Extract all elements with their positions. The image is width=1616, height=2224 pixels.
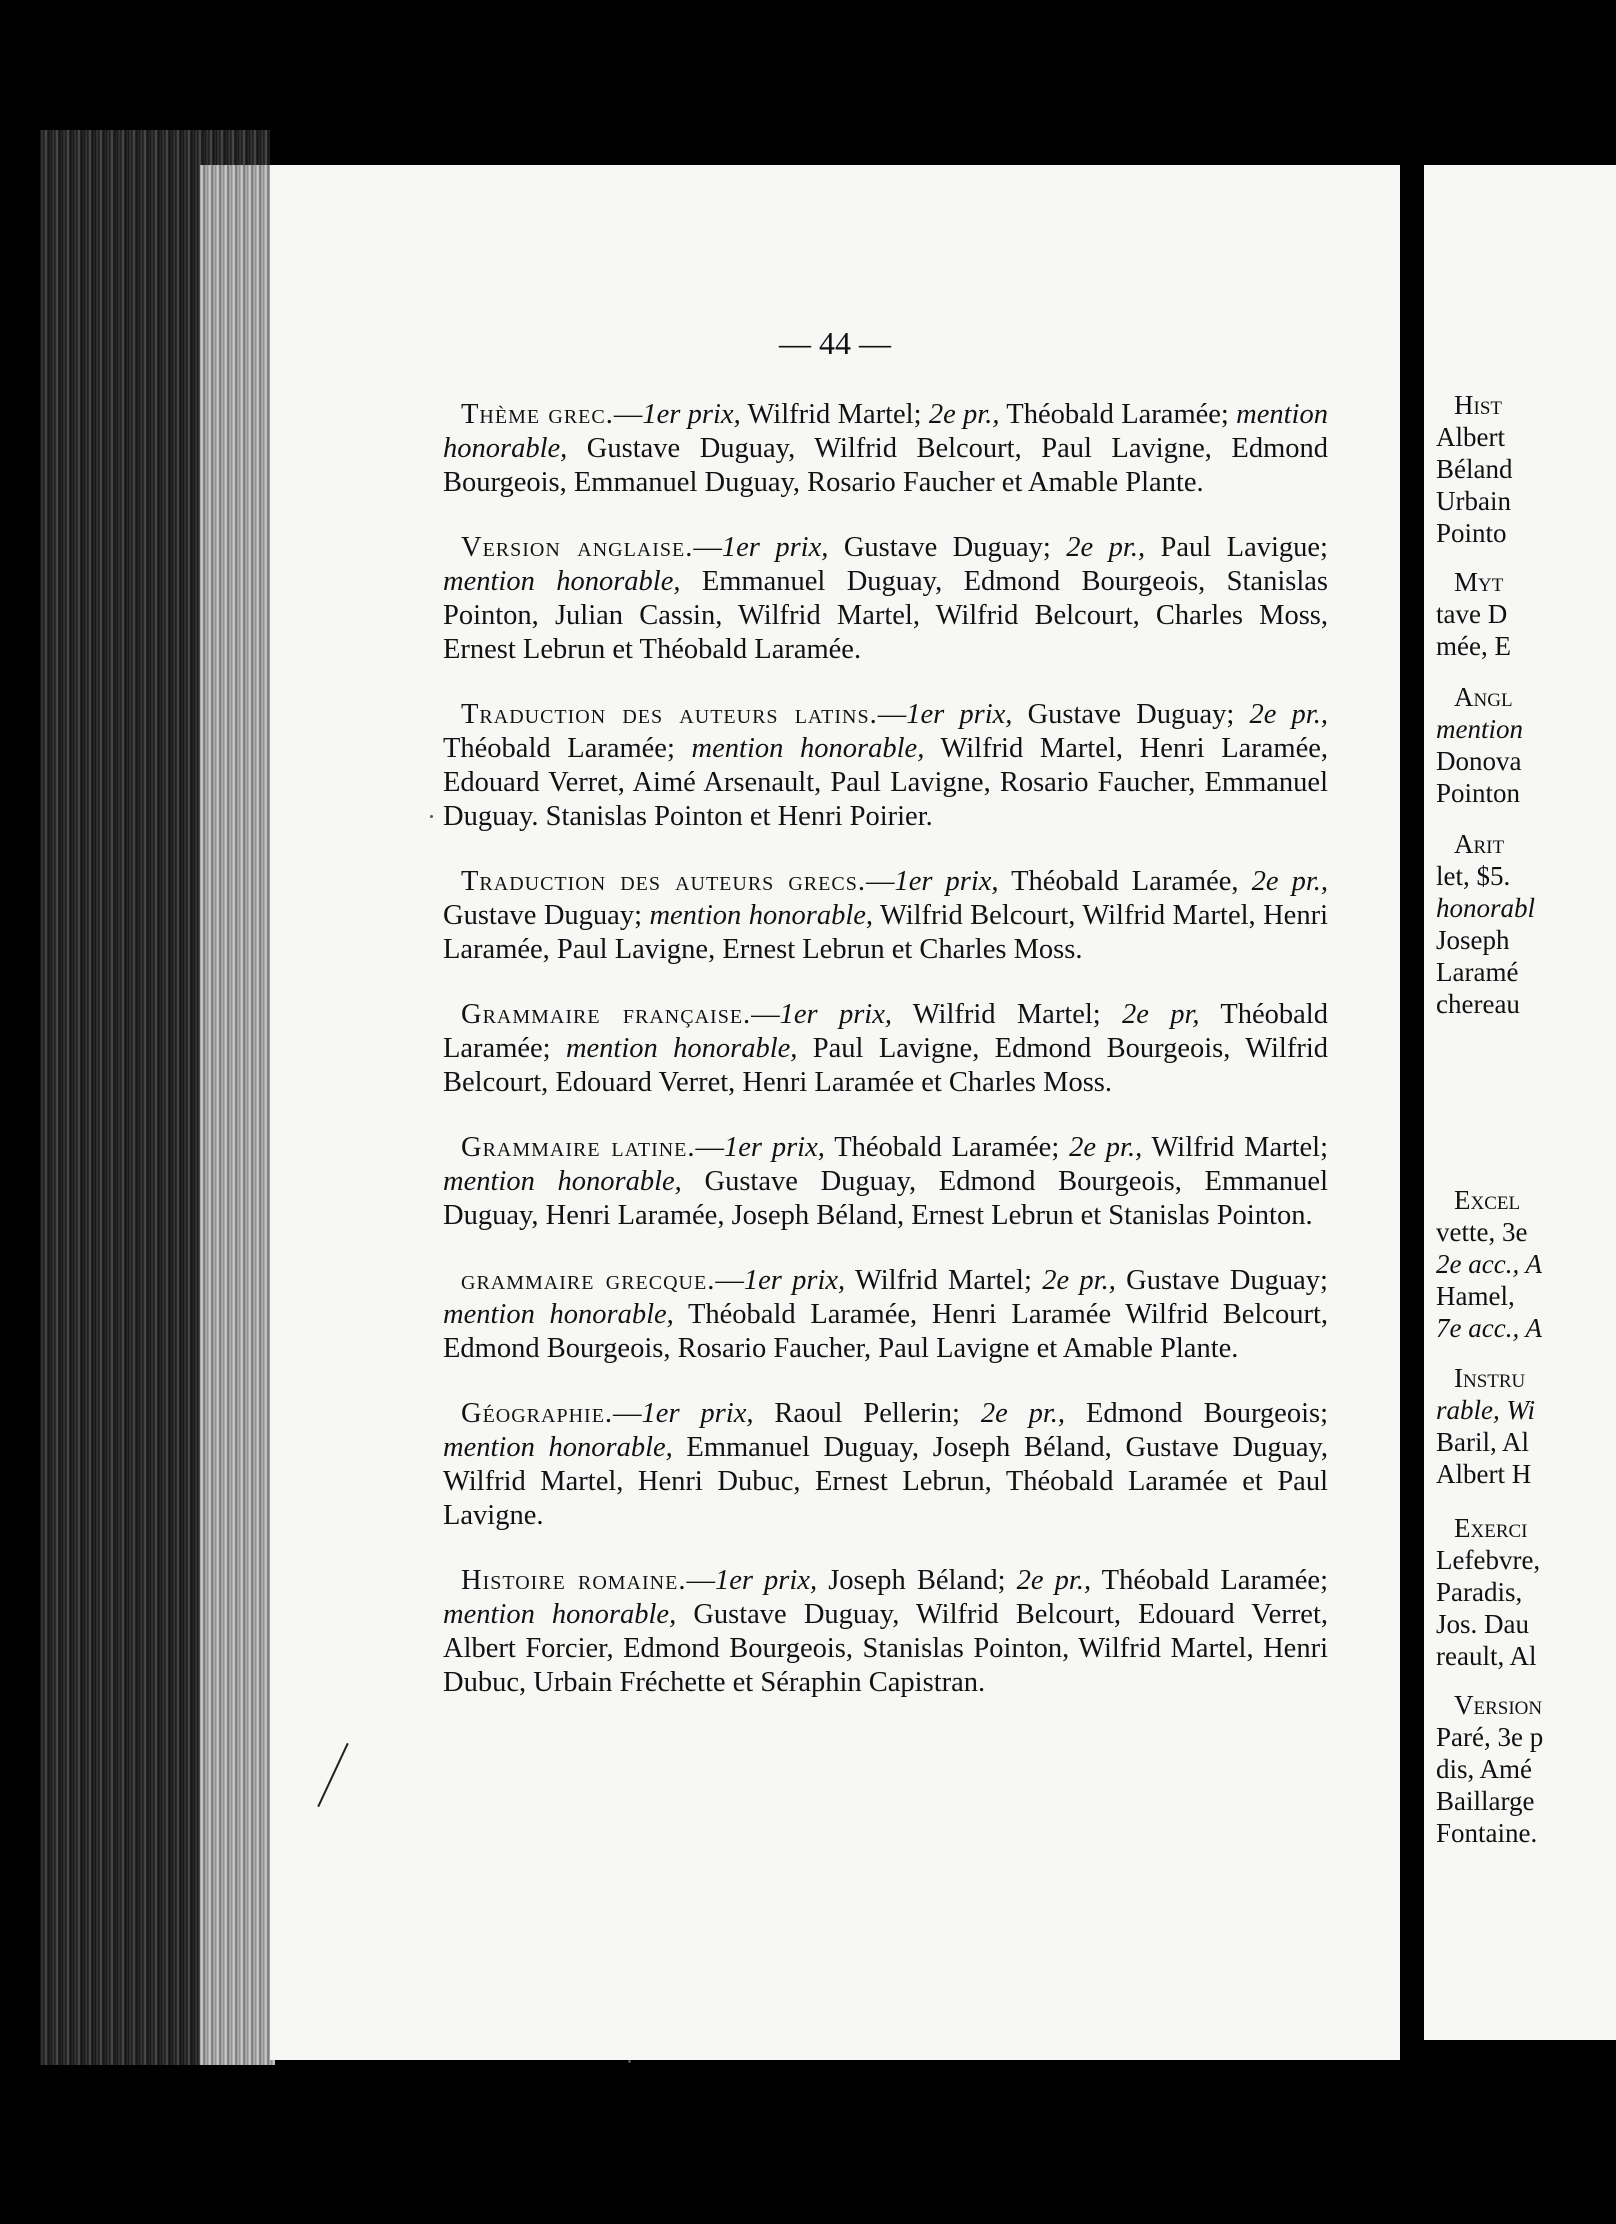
first-prize-winner: Joseph Béland;: [817, 1565, 1017, 1596]
right-page-fragment: Hist: [1454, 390, 1502, 420]
prize-entry: [443, 531, 1328, 667]
second-prize-winner: Théobald Laramée;: [443, 999, 1328, 1064]
mention-label: mention honorable,: [443, 1166, 682, 1197]
dash: —: [715, 1265, 744, 1296]
right-page-fragment: reault, Al: [1436, 1641, 1537, 1671]
right-page-fragment: Excel: [1454, 1185, 1521, 1215]
second-prize-winner: Gustave Duguay;: [1115, 1265, 1328, 1296]
right-page-fragment: Baril, Al: [1436, 1427, 1529, 1457]
prize-entry: [443, 865, 1328, 967]
right-page-fragment: Béland: [1436, 454, 1513, 484]
second-prize-winner: Edmond Bourgeois;: [1065, 1398, 1329, 1429]
mention-names: Wilfrid Belcourt, Wilfrid Martel, Henri Laramée, Paul Lavigne, Ernest Lebrun et Charles Moss.: [443, 900, 1328, 965]
right-page-fragment: Albert H: [1436, 1459, 1532, 1489]
first-prize-winner: Gustave Duguay;: [1012, 699, 1250, 730]
mention-label: mention honorable,: [565, 1033, 798, 1064]
left-page: [270, 165, 1400, 2060]
mention-label: mention honorable,: [443, 1599, 677, 1630]
right-page-fragment: Fontaine.: [1436, 1818, 1538, 1848]
first-prize-label: 1er prix,: [642, 399, 741, 430]
entry-heading: Traduction des auteurs latins.: [461, 699, 878, 730]
mention-label: mention honorable,: [443, 1299, 674, 1330]
entry-heading: grammaire grecque.: [461, 1265, 716, 1296]
dash: —: [695, 1132, 725, 1163]
second-prize-label: 2e pr.,: [928, 399, 1000, 430]
second-prize-label: 2e pr,: [1122, 999, 1200, 1030]
right-page-fragment: Jos. Dau: [1436, 1609, 1529, 1639]
mention-label: mention honorable,: [443, 399, 1328, 464]
second-prize-winner: Wilfrid Martel;: [1142, 1132, 1328, 1163]
right-page-fragment: Hamel,: [1436, 1281, 1515, 1311]
right-page-fragment: Paré, 3e p: [1436, 1722, 1544, 1752]
mention-names: Gustave Duguay, Wilfrid Belcourt, Edouard Verret, Albert Forcier, Edmond Bourgeois, Stanislas Pointon, Wilfrid Martel, Henri Dubuc, Urbain Fréchette et Séraphin Capistran.: [443, 1599, 1329, 1698]
second-prize-label: 2e pr.,: [1042, 1265, 1116, 1296]
page-edges: [200, 165, 275, 2065]
dash: —: [693, 532, 722, 563]
first-prize-label: 1er prix,: [721, 532, 829, 563]
first-prize-label: 1er prix,: [906, 699, 1013, 730]
prize-entry: [443, 1397, 1328, 1533]
mention-names: Paul Lavigne, Edmond Bourgeois, Wilfrid Belcourt, Edouard Verret, Henri Laramée et Charles Moss.: [443, 1033, 1328, 1098]
right-page-fragment: Myt: [1454, 567, 1504, 597]
first-prize-winner: Théobald Laramée;: [824, 1132, 1070, 1163]
first-prize-label: 1er prix,: [724, 1132, 825, 1163]
prize-entry: [443, 1564, 1328, 1700]
right-page-fragment: Pointon: [1436, 778, 1521, 808]
right-page-fragment: Exerci: [1454, 1513, 1528, 1543]
mention-names: Gustave Duguay, Wilfrid Belcourt, Paul Lavigne, Edmond Bourgeois, Emmanuel Duguay, Rosario Faucher et Amable Plante.: [443, 433, 1328, 498]
right-page-fragment: Lefebvre,: [1436, 1545, 1541, 1575]
second-prize-label: 2e pr.,: [1069, 1132, 1143, 1163]
right-page-fragment: let, $5.: [1436, 861, 1511, 891]
mention-label: mention honorable,: [443, 1432, 673, 1463]
mention-label: mention honorable,: [691, 733, 925, 764]
pen-mark: [317, 1743, 348, 1807]
right-page-fragment: Urbain: [1436, 486, 1511, 516]
first-prize-label: 1er prix,: [641, 1398, 754, 1429]
second-prize-label: 2e pr.,: [980, 1398, 1066, 1429]
first-prize-label: 1er prix,: [714, 1565, 818, 1596]
mention-names: Théobald Laramée, Henri Laramée Wilfrid Belcourt, Edmond Bourgeois, Rosario Faucher, Paul Lavigne et Amable Plante.: [443, 1299, 1328, 1364]
second-prize-label: 2e pr.,: [1066, 532, 1146, 563]
dash: —: [686, 1565, 715, 1596]
right-page-fragment: Arit: [1454, 829, 1505, 859]
first-prize-winner: Théobald Laramée,: [998, 866, 1252, 897]
mention-names: Gustave Duguay, Edmond Bourgeois, Emmanuel Duguay, Henri Laramée, Joseph Béland, Ernest Lebrun et Stanislas Pointon.: [443, 1166, 1328, 1231]
dash: —: [751, 999, 780, 1030]
right-page-fragment: Paradis,: [1436, 1577, 1523, 1607]
entry-heading: Grammaire française.: [461, 999, 752, 1030]
right-page-fragment: Donova: [1436, 746, 1522, 776]
second-prize-label: 2e pr.,: [1249, 699, 1328, 730]
mention-names: Wilfrid Martel, Henri Laramée, Edouard Verret, Aimé Arsenault, Paul Lavigne, Rosario Faucher, Emmanuel Duguay. Stanislas Pointon et Henri Poirier.: [443, 733, 1328, 832]
second-prize-winner: Gustave Duguay;: [443, 900, 650, 931]
entry-heading: Thème grec.: [461, 399, 614, 430]
right-page-fragment: rable, Wi: [1436, 1395, 1535, 1425]
prize-list: [443, 398, 1328, 1731]
entry-heading: Grammaire latine.: [461, 1132, 696, 1163]
right-page-fragment: Albert: [1436, 422, 1505, 452]
prize-entry: [443, 998, 1328, 1100]
prize-entry: [443, 398, 1328, 500]
right-page-fragment: 2e acc., A: [1436, 1249, 1542, 1279]
second-prize-label: 2e pr.,: [1251, 866, 1329, 897]
first-prize-winner: Wilfrid Martel;: [892, 999, 1123, 1030]
first-prize-winner: Raoul Pellerin;: [753, 1398, 981, 1429]
entry-heading: Géographie.: [461, 1398, 614, 1429]
first-prize-winner: Wilfrid Martel;: [740, 399, 929, 430]
right-page-fragment: chereau: [1436, 989, 1520, 1019]
mention-label: mention honorable,: [649, 900, 874, 931]
second-prize-winner: Théobald Laramée;: [443, 733, 692, 764]
page-number: — 44 —: [779, 325, 891, 361]
right-page-fragment: Baillarge: [1436, 1786, 1535, 1816]
right-page-fragment: mention: [1436, 714, 1523, 744]
first-prize-winner: Gustave Duguay;: [828, 532, 1067, 563]
right-page-fragment: Laramé: [1436, 957, 1519, 987]
dash: —: [613, 1398, 642, 1429]
right-page-fragment: Instru: [1454, 1363, 1526, 1393]
right-page-fragment: 7e acc., A: [1436, 1313, 1542, 1343]
dash: —: [865, 866, 895, 897]
mention-names: Emmanuel Duguay, Joseph Béland, Gustave Duguay, Wilfrid Martel, Henri Dubuc, Ernest Lebrun, Théobald Laramée et Paul Lavigne.: [443, 1432, 1328, 1531]
right-page-fragment: vette, 3e: [1436, 1217, 1528, 1247]
first-prize-label: 1er prix,: [743, 1265, 846, 1296]
first-prize-label: 1er prix,: [779, 999, 892, 1030]
prize-entry: [443, 698, 1328, 834]
second-prize-winner: Théobald Laramée;: [999, 399, 1237, 430]
second-prize-winner: Paul Lavigue;: [1145, 532, 1328, 563]
dash: —: [877, 699, 907, 730]
ink-spot: [430, 815, 433, 818]
mention-names: Emmanuel Duguay, Edmond Bourgeois, Stanislas Pointon, Julian Cassin, Wilfrid Martel, Wilfrid Belcourt, Charles Moss, Ernest Lebrun et Théobald Laramée.: [443, 566, 1328, 665]
right-page-fragment: dis, Amé: [1436, 1754, 1533, 1784]
ink-spot: [628, 2060, 631, 2063]
entry-heading: Histoire romaine.: [461, 1565, 687, 1596]
second-prize-winner: Théobald Laramée;: [1091, 1565, 1328, 1596]
right-page-fragment: Pointo: [1436, 518, 1507, 548]
second-prize-label: 2e pr.,: [1016, 1565, 1092, 1596]
right-page-fragment: mée, E: [1436, 631, 1511, 661]
right-page-fragment: honorabl: [1436, 893, 1536, 923]
first-prize-winner: Wilfrid Martel;: [845, 1265, 1043, 1296]
entry-heading: Traduction des auteurs grecs.: [461, 866, 866, 897]
right-page-fragment: Angl: [1454, 682, 1513, 712]
right-page-fragment: Version: [1454, 1690, 1543, 1720]
mention-label: mention honorable,: [443, 566, 681, 597]
right-page-fragment: tave D: [1436, 599, 1508, 629]
entry-heading: Version anglaise.: [461, 532, 694, 563]
right-page: [1424, 165, 1616, 2040]
first-prize-label: 1er prix,: [894, 866, 999, 897]
dash: —: [613, 399, 643, 430]
right-page-fragment: Joseph: [1436, 925, 1510, 955]
prize-entry: [443, 1264, 1328, 1366]
prize-entry: [443, 1131, 1328, 1233]
